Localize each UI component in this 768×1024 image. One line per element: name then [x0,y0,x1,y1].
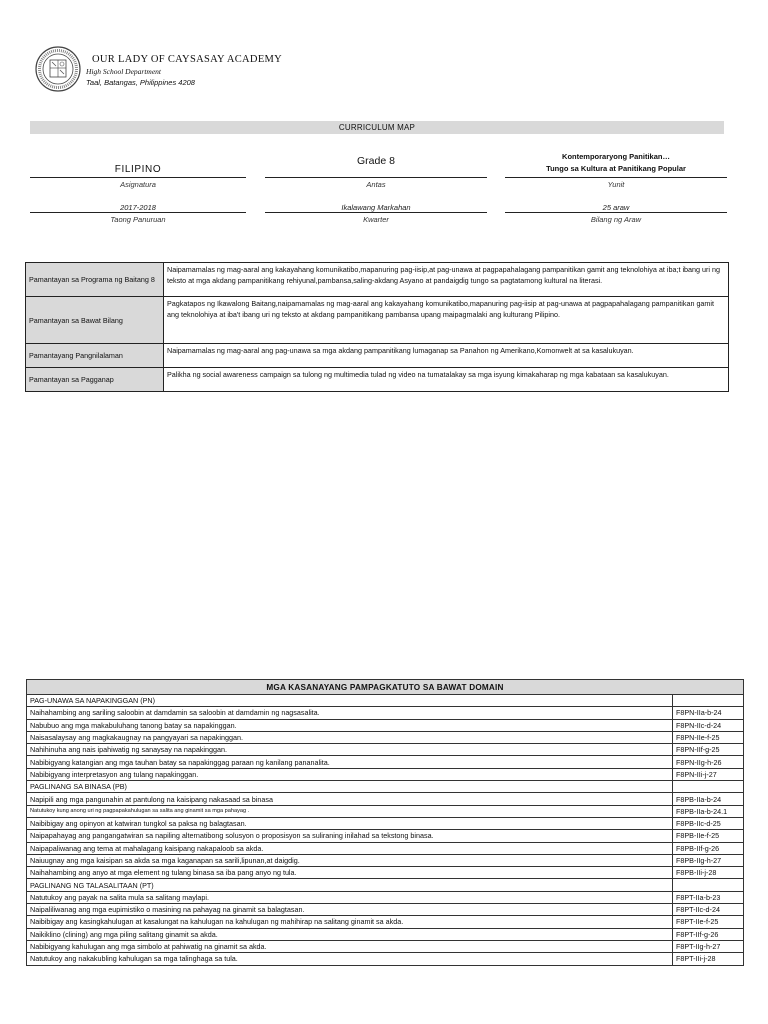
competency-code: F8PT-IIa-b-23 [673,891,744,903]
standards-table [25,262,729,392]
competency-row [27,731,744,743]
competency-row [27,953,744,965]
competency-text: Natutukoy ang payak na salita mula sa salitang maylapi. [27,891,673,903]
competency-code: F8PB-IIe-f-25 [673,830,744,842]
competency-code: F8PT-IIg-h-27 [673,940,744,952]
quarter-underline [265,212,487,213]
subject-value: FILIPINO [114,164,162,175]
grade-label: Antas [366,180,386,189]
competencies-table [26,679,744,966]
days-underline [505,212,727,213]
competency-code: F8PN-IIa-b-24 [673,707,744,719]
domain-heading-code-cell [673,781,744,793]
unit-line-1: Kontemporaryong Panitikan… [562,152,670,161]
competency-row [27,805,744,817]
competency-text: Napipili ang mga pangunahin at pantulong na kaisipang nakasaad sa binasa [27,793,673,805]
competency-row [27,817,744,829]
competency-code: F8PB-IIi-j-28 [673,867,744,879]
competency-code: F8PB-IIa-b-24.1 [673,805,744,817]
document-title: CURRICULUM MAP [30,121,724,134]
competency-text: Nabubuo ang mga makabuluhang tanong batay sa napakinggan. [27,719,673,731]
quarter-label: Kwarter [363,215,389,224]
standard-label: Pamantayang Pangnilalaman [26,344,164,368]
school-year-underline [30,212,246,213]
competency-row [27,756,744,768]
competency-row [27,793,744,805]
competency-code: F8PN-IIc-d-24 [673,719,744,731]
competency-row [27,904,744,916]
competency-row [27,891,744,903]
competency-code: F8PN-IIe-f-25 [673,731,744,743]
standard-text: Pagkatapos ng Ikawalong Baitang,naipamamalas ng mag-aaral ang kakayahang komunikatibo,mapanuring pag-iisip at pag-unawa at pagpapahalagang pampanitikan gamit ang teknolohiya at iba't ibang uri ng teksto at akdang pampanitikang pambansa upang maipagmalaki ang kulturang Pilipino. [164,297,729,344]
unit-line-2: Tungo sa Kultura at Panitikang Popular [546,164,686,173]
competency-text: Naipapaliwanag ang tema at mahalagang kaisipang nakapaloob sa akda. [27,842,673,854]
unit-underline [505,177,727,178]
competency-code: F8PB-IIg-h-27 [673,854,744,866]
standard-label: Pamantayan sa Pagganap [26,368,164,392]
standards-row [26,263,729,297]
competency-row [27,928,744,940]
standard-text: Naipamamalas ng mag-aaral ang kakayahang komunikatibo,mapanuring pag-iisip,at pag-unawa at pagpapahalagang pampanitikan gamit ang teknolohiya at iba;t ibang uri ng teksto at mga akdang pampanitikang rehiyunal,pambansa,saling-akdang Asyano at pandaigdig tungo sa pagtatamong kultural na literasi. [164,263,729,297]
competency-text: Nabibigyang katangian ang mga tauhan batay sa napakinggag paraan ng kanilang pananalita. [27,756,673,768]
domain-heading-row [27,781,744,793]
competency-text: Naipapahayag ang pangangatwiran sa napiling alternatibong solusyon o proposisyon sa suliraning inilahad sa tekstong binasa. [27,830,673,842]
competency-code: F8PN-IIf-g-25 [673,744,744,756]
competency-text: Natutukoy ang nakakubling kahulugan sa mga talinghaga sa tula. [27,953,673,965]
standard-text: Palikha ng social awareness campaign sa tulong ng multimedia tulad ng video na tumatalakay sa mga isyung kimakaharap ng mga kabataan sa kasalukuyan. [164,368,729,392]
competency-text: Nabibigyang kahulugan ang mga simbolo at pahiwatig na ginamit sa akda. [27,940,673,952]
school-seal-logo [35,46,81,92]
domain-heading-row [27,879,744,891]
competency-row [27,940,744,952]
grade-value: Grade 8 [357,155,395,167]
school-year-value: 2017-2018 [120,203,156,212]
competency-code: F8PN-IIi-j-27 [673,768,744,780]
competency-code: F8PT-IIc-d-24 [673,904,744,916]
competency-text: Naihahambing ang anyo at mga element ng tulang binasa sa iba pang anyo ng tula. [27,867,673,879]
competency-text: Naibibigay ang kasingkahulugan at kasalungat na kahulugan na kahulugan ng mahihirap na salitang ginamit sa akda. [27,916,673,928]
competency-row [27,768,744,780]
standards-row [26,368,729,392]
domain-heading-code-cell [673,879,744,891]
days-value: 25 araw [602,203,630,212]
competency-text: Naiuugnay ang mga kaisipan sa akda sa mga kaganapan sa sarili,lipunan,at daigdig. [27,854,673,866]
domain-heading-code-cell [673,695,744,707]
competency-row [27,830,744,842]
subject-underline [30,177,246,178]
school-department: High School Department [86,67,161,76]
competency-text: Naihahambing ang sariling saloobin at damdamin sa saloobin at damdamin ng nagsasalita. [27,707,673,719]
competency-row [27,916,744,928]
competencies-title-row [27,680,744,695]
competency-row [27,707,744,719]
competency-text: Naikiklino (clining) ang mga piling salitang ginamit sa akda. [27,928,673,940]
competency-code: F8PB-IIc-d-25 [673,817,744,829]
competency-code: F8PT-IIi-j-28 [673,953,744,965]
competency-code: F8PN-IIg-h-26 [673,756,744,768]
school-address: Taal, Batangas, Philippines 4208 [86,78,195,87]
competency-row [27,867,744,879]
standards-row [26,344,729,368]
competency-code: F8PB-IIf-g-26 [673,842,744,854]
competency-code: F8PB-IIa-b-24 [673,793,744,805]
standard-text: Naipamamalas ng mag-aaral ang pag-unawa sa mga akdang pampanitikang lumaganap sa Panahon ng Amerikano,Komonwelt at sa kasalukuyan. [164,344,729,368]
competency-text: Naipaliliwanag ang mga eupimistiko o masining na pahayag na ginamit sa balagtasan. [27,904,673,916]
competency-text: Nahihinuha ang nais ipahiwatig ng sanaysay na napakinggan. [27,744,673,756]
standard-label: Pamantayan sa Bawat Bilang [26,297,164,344]
domain-heading-row [27,695,744,707]
days-label: Bilang ng Araw [590,215,642,224]
competency-row [27,842,744,854]
standards-row [26,297,729,344]
standard-label: Pamantayan sa Programa ng Baitang 8 [26,263,164,297]
competency-code: F8PT-IIe-f-25 [673,916,744,928]
competency-text: Nabibigyang interpretasyon ang tulang napakinggan. [27,768,673,780]
competency-row [27,854,744,866]
competencies-title: MGA KASANAYANG PAMPAGKATUTO SA BAWAT DOMAIN [27,680,744,695]
school-name: OUR LADY OF CAYSASAY ACADEMY [92,54,283,65]
grade-underline [265,177,487,178]
competency-row [27,719,744,731]
domain-heading: PAGLINANG NG TALASALITAAN (PT) [27,879,673,891]
school-header [32,44,432,94]
competency-text: Naisasalaysay ang magkakaugnay na pangyayari sa napakinggan. [27,731,673,743]
subject-label: Asignatura [120,180,156,189]
quarter-value: Ikalawang Markahan [341,203,411,212]
competency-text: Natutukoy kung anong uri ng pagpapakahulugan sa salita ang ginamit sa mga pahayag . [27,805,673,817]
competency-row [27,744,744,756]
domain-heading: PAGLINANG SA BINASA (PB) [27,781,673,793]
competency-code: F8PT-IIf-g-26 [673,928,744,940]
competency-text: Naibibigay ang opinyon at katwiran tungkol sa paksa ng balagtasan. [27,817,673,829]
unit-label: Yunit [607,180,625,189]
school-year-label: Taong Panuruan [110,215,166,224]
domain-heading: PAG-UNAWA SA NAPAKINGGAN (PN) [27,695,673,707]
